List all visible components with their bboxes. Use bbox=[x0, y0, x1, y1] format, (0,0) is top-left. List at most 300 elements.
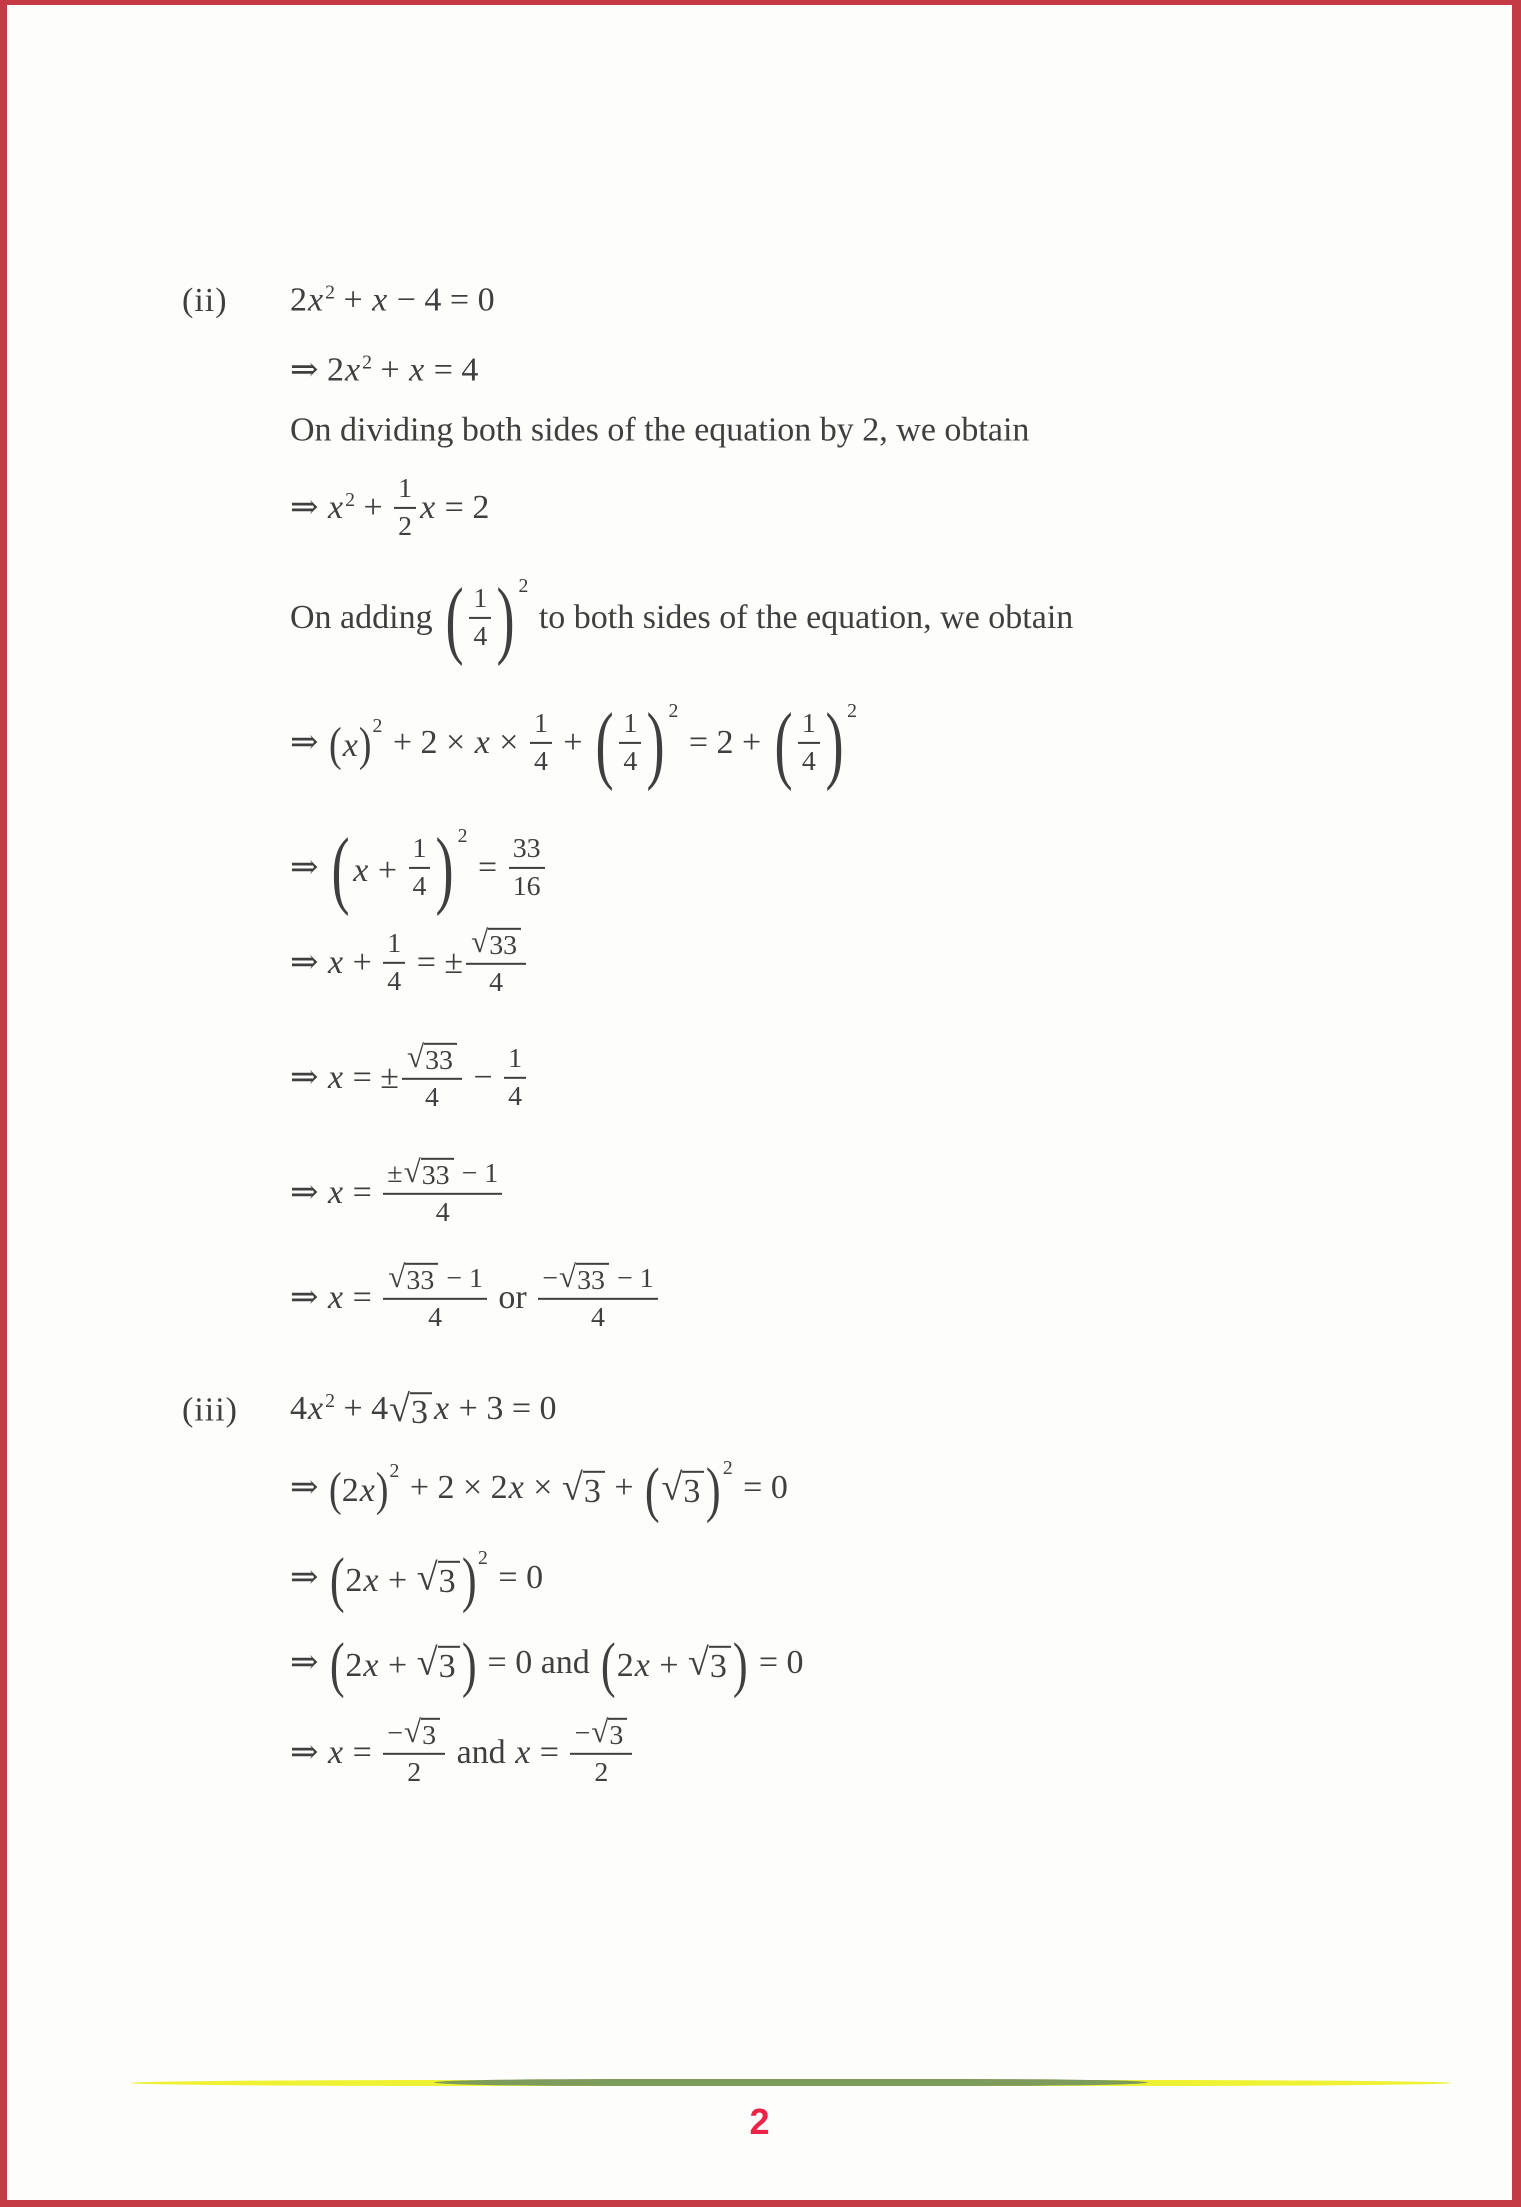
equation bbox=[290, 695, 859, 793]
text-run: ⇒ bbox=[290, 1468, 327, 1506]
text-run: 4 bbox=[801, 746, 816, 777]
fraction-bar bbox=[530, 742, 552, 744]
variable: x bbox=[363, 1646, 379, 1684]
text-run: 3 bbox=[411, 1394, 429, 1432]
equation bbox=[290, 281, 495, 318]
text-run: 2 bbox=[594, 1757, 609, 1789]
radical-sign-icon: √ bbox=[403, 1153, 421, 1189]
text-run: + 3 = 0 bbox=[450, 1390, 557, 1428]
paren-content bbox=[342, 725, 359, 764]
text-run: + bbox=[371, 351, 409, 389]
superscript: 2 bbox=[325, 1390, 335, 1413]
solution-line bbox=[182, 1387, 557, 1432]
paren-content bbox=[345, 1641, 460, 1685]
right-paren-icon: ) bbox=[646, 695, 665, 793]
radicand bbox=[410, 1392, 432, 1431]
denominator bbox=[504, 1082, 526, 1112]
solution-line bbox=[290, 570, 1074, 668]
variable: x bbox=[328, 1173, 344, 1211]
text-run: and bbox=[448, 1733, 515, 1771]
denominator bbox=[469, 622, 491, 652]
variable: x bbox=[328, 943, 344, 981]
equation bbox=[290, 1258, 661, 1334]
numerator bbox=[394, 474, 416, 504]
text-run: + bbox=[605, 1468, 643, 1506]
variable: x bbox=[474, 723, 490, 761]
text-run: + bbox=[554, 723, 592, 761]
text-run: 4 bbox=[290, 1390, 307, 1428]
group-exponent: 2 bbox=[372, 714, 383, 737]
text-run: − 4 = 0 bbox=[388, 281, 495, 319]
numerator bbox=[798, 709, 820, 739]
denominator bbox=[619, 747, 641, 777]
paren-group bbox=[329, 714, 383, 772]
denominator bbox=[485, 968, 507, 998]
text-run: 2 bbox=[407, 1757, 422, 1789]
text-run: 33 bbox=[489, 929, 518, 961]
denominator bbox=[421, 1083, 443, 1113]
superscript: 2 bbox=[345, 488, 355, 511]
text-run: × bbox=[490, 723, 527, 761]
text-run: 4 bbox=[623, 746, 638, 777]
denominator bbox=[509, 872, 545, 902]
fraction-bar bbox=[798, 742, 820, 744]
variable: x bbox=[328, 488, 344, 526]
solution-line bbox=[290, 820, 548, 918]
right-paren-icon: ) bbox=[461, 1544, 477, 1614]
numerator bbox=[383, 929, 405, 959]
text-run: = bbox=[469, 848, 506, 886]
radicand bbox=[438, 1646, 460, 1685]
text-run: = 4 bbox=[425, 351, 479, 389]
solution-line bbox=[290, 1454, 788, 1524]
paren-group bbox=[329, 1459, 400, 1517]
equation bbox=[290, 923, 529, 999]
text-run: 16 bbox=[512, 871, 541, 902]
solution-line bbox=[290, 1629, 804, 1699]
left-paren-icon: ( bbox=[445, 570, 464, 668]
document-page bbox=[7, 5, 1512, 2200]
fraction bbox=[798, 709, 820, 777]
radical bbox=[388, 1258, 438, 1296]
solution-line bbox=[290, 350, 478, 389]
variable: x bbox=[308, 1390, 324, 1428]
fraction-bar bbox=[383, 1753, 445, 1755]
text-run: = 0 and bbox=[479, 1643, 599, 1681]
paren-content bbox=[466, 582, 494, 654]
text-run: 4 bbox=[387, 965, 402, 997]
variable: x bbox=[372, 281, 388, 319]
equation bbox=[290, 411, 1029, 448]
text-run: ± bbox=[387, 1157, 403, 1189]
solution-line bbox=[290, 923, 529, 1000]
variable: x bbox=[420, 488, 436, 526]
variable: x bbox=[515, 1733, 531, 1771]
right-paren-icon: ) bbox=[496, 570, 515, 668]
denominator bbox=[587, 1303, 609, 1333]
numerator bbox=[466, 923, 526, 961]
denominator bbox=[394, 512, 416, 542]
radical-sign-icon: √ bbox=[561, 1466, 583, 1509]
left-paren-icon: ( bbox=[644, 1454, 660, 1524]
paren-group bbox=[329, 820, 468, 918]
fraction bbox=[383, 929, 405, 997]
equation bbox=[290, 1713, 635, 1789]
text-run: ⇒ bbox=[290, 488, 327, 526]
paren-content bbox=[795, 707, 823, 779]
text-run: = 0 bbox=[750, 1643, 804, 1681]
numerator bbox=[570, 1713, 632, 1751]
text-run: + 4 bbox=[334, 1390, 389, 1428]
text-run: 1 bbox=[623, 707, 638, 739]
radical bbox=[403, 1153, 454, 1191]
radical bbox=[389, 1387, 432, 1432]
text-run: + bbox=[334, 281, 372, 319]
radical-sign-icon: √ bbox=[389, 1387, 411, 1430]
fraction-bar bbox=[570, 1753, 632, 1755]
text-run: = ± bbox=[344, 1058, 399, 1096]
right-paren-icon: ) bbox=[706, 1454, 721, 1524]
text-run: 4 bbox=[473, 621, 488, 652]
text-run: = 0 bbox=[734, 1468, 788, 1506]
radical bbox=[661, 1466, 704, 1510]
text-run: × bbox=[524, 1468, 561, 1506]
paren-group bbox=[644, 1454, 733, 1524]
text-run: ⇒ bbox=[290, 1173, 327, 1211]
left-paren-icon: ( bbox=[595, 695, 614, 793]
radical bbox=[416, 1641, 460, 1685]
text-run: 4 bbox=[412, 871, 427, 902]
text-run: 1 bbox=[508, 1042, 523, 1074]
radical bbox=[404, 1713, 440, 1751]
paren-content bbox=[345, 1556, 460, 1600]
divider-green-line bbox=[434, 2079, 1148, 2086]
text-run: + bbox=[379, 1561, 416, 1599]
numerator bbox=[504, 1044, 526, 1074]
radical-sign-icon: √ bbox=[388, 1258, 406, 1294]
text-run: − 1 bbox=[439, 1262, 483, 1294]
text-run: ⇒ bbox=[290, 1733, 327, 1771]
fraction-bar bbox=[402, 1078, 462, 1080]
text-run: 1 bbox=[473, 582, 488, 614]
equation bbox=[290, 1629, 804, 1699]
solution-line bbox=[290, 1713, 635, 1790]
fraction-bar bbox=[466, 963, 526, 965]
fraction-bar bbox=[504, 1077, 526, 1079]
fraction bbox=[469, 584, 491, 652]
fraction bbox=[383, 1713, 445, 1789]
text-run: 3 bbox=[609, 1719, 624, 1751]
solution-line bbox=[290, 695, 859, 793]
denominator bbox=[383, 967, 405, 997]
numerator bbox=[383, 1258, 487, 1296]
text-run: 33 bbox=[577, 1264, 605, 1296]
paren-content bbox=[660, 1466, 705, 1510]
denominator bbox=[409, 872, 431, 902]
radical bbox=[561, 1466, 605, 1510]
radical-sign-icon: √ bbox=[558, 1258, 577, 1294]
solution-line bbox=[290, 1258, 661, 1335]
right-paren-icon: ) bbox=[358, 718, 372, 772]
equation bbox=[290, 1544, 544, 1614]
group-exponent: 2 bbox=[457, 825, 468, 848]
variable: x bbox=[328, 1733, 344, 1771]
radical bbox=[558, 1258, 609, 1296]
text-run: + bbox=[354, 488, 392, 526]
text-run: − bbox=[542, 1262, 558, 1294]
text-run: ⇒ 2 bbox=[290, 351, 344, 389]
paren-group bbox=[329, 1629, 477, 1699]
variable: x bbox=[634, 1646, 650, 1684]
fraction bbox=[394, 474, 416, 542]
paren-content bbox=[352, 832, 433, 904]
group-exponent: 2 bbox=[389, 1459, 400, 1482]
fraction bbox=[530, 709, 552, 777]
paren-group bbox=[772, 695, 857, 793]
group-exponent: 2 bbox=[847, 700, 857, 723]
radical-sign-icon: √ bbox=[661, 1466, 683, 1509]
radicand bbox=[438, 1561, 460, 1600]
page-number: 2 bbox=[749, 2101, 770, 2142]
denominator bbox=[530, 747, 552, 777]
paren-group bbox=[443, 570, 529, 668]
fraction bbox=[538, 1258, 657, 1334]
text-run: 2 bbox=[616, 1646, 634, 1684]
text-run: = ± bbox=[408, 943, 464, 981]
denominator bbox=[424, 1303, 446, 1333]
numerator bbox=[538, 1258, 657, 1296]
text-run: − bbox=[464, 1058, 502, 1096]
radical-sign-icon: √ bbox=[416, 1556, 438, 1599]
variable: x bbox=[345, 351, 361, 389]
fraction-bar bbox=[409, 867, 431, 869]
numerator bbox=[383, 1713, 445, 1751]
fraction-bar bbox=[509, 867, 545, 869]
text-run: 2 bbox=[345, 1646, 363, 1684]
radical-sign-icon: √ bbox=[471, 923, 489, 959]
fraction-bar bbox=[383, 1298, 487, 1300]
text-run: 3 bbox=[438, 1562, 456, 1600]
text-run: − bbox=[574, 1717, 591, 1749]
radicand bbox=[421, 1718, 440, 1750]
fraction-bar bbox=[619, 742, 641, 744]
fraction bbox=[383, 1153, 502, 1229]
text-run: + bbox=[344, 943, 381, 981]
text-run: 33 bbox=[425, 1044, 453, 1076]
left-paren-icon: ( bbox=[331, 820, 350, 918]
superscript: 2 bbox=[362, 351, 372, 374]
text-run: 2 bbox=[341, 1471, 359, 1509]
paren-group bbox=[593, 695, 679, 793]
variable: x bbox=[328, 1278, 344, 1316]
solution-line bbox=[182, 280, 495, 319]
denominator bbox=[798, 747, 820, 777]
text-run: 1 bbox=[387, 927, 402, 959]
fraction bbox=[619, 709, 641, 777]
fraction-bar bbox=[469, 617, 491, 619]
variable: x bbox=[342, 726, 358, 764]
text-run: ⇒ bbox=[290, 723, 327, 761]
equation bbox=[290, 1153, 505, 1229]
text-run: 4 bbox=[533, 746, 548, 777]
radicand bbox=[421, 1158, 454, 1190]
fraction bbox=[402, 1038, 462, 1114]
denominator bbox=[590, 1758, 612, 1788]
numerator bbox=[509, 834, 545, 864]
radicand bbox=[576, 1263, 609, 1295]
text-run: + 2 × bbox=[384, 723, 474, 761]
group-exponent: 2 bbox=[668, 700, 679, 723]
solution-line bbox=[290, 1038, 529, 1115]
solution-line bbox=[290, 1153, 505, 1230]
numerator bbox=[530, 709, 552, 739]
variable: x bbox=[308, 281, 324, 319]
text-run: + 2 × 2 bbox=[401, 1468, 508, 1506]
text-run: = bbox=[344, 1733, 381, 1771]
text-run: to both sides of the equation, we obtain bbox=[530, 598, 1074, 636]
numerator bbox=[409, 834, 431, 864]
fraction bbox=[409, 834, 431, 902]
text-run: 1 bbox=[398, 472, 413, 504]
fraction bbox=[466, 923, 526, 999]
radical-sign-icon: √ bbox=[416, 1641, 438, 1684]
text-run: ⇒ bbox=[290, 848, 327, 886]
text-run: On dividing both sides of the equation by 2, we obtain bbox=[290, 411, 1030, 449]
text-run: 33 bbox=[512, 832, 541, 864]
solution-line bbox=[290, 1544, 544, 1614]
text-run: = bbox=[344, 1278, 381, 1316]
radical bbox=[688, 1641, 731, 1685]
highlight-divider bbox=[130, 2077, 1452, 2089]
radicand bbox=[709, 1646, 731, 1685]
variable: x bbox=[508, 1468, 524, 1506]
left-paren-icon: ( bbox=[329, 1544, 345, 1614]
solution-line bbox=[290, 410, 1029, 449]
text-run: 4 bbox=[424, 1082, 439, 1114]
left-paren-icon: ( bbox=[329, 718, 342, 772]
text-run: 3 bbox=[683, 1472, 701, 1510]
text-run: 1 bbox=[801, 707, 816, 739]
numerator bbox=[402, 1038, 462, 1076]
right-paren-icon: ) bbox=[825, 695, 844, 793]
text-run: = 0 bbox=[489, 1558, 544, 1596]
paren-group bbox=[329, 1544, 488, 1614]
paren-content bbox=[616, 1641, 732, 1685]
denominator bbox=[403, 1758, 425, 1788]
text-run: 4 bbox=[590, 1302, 605, 1334]
text-run: 4 bbox=[489, 967, 504, 999]
radical bbox=[471, 923, 521, 961]
fraction-bar bbox=[394, 507, 416, 509]
text-run: = bbox=[531, 1733, 568, 1771]
text-run: 3 bbox=[709, 1647, 727, 1685]
radical-sign-icon: √ bbox=[688, 1641, 709, 1684]
solution-line bbox=[290, 472, 490, 544]
radicand bbox=[608, 1718, 627, 1750]
variable: x bbox=[328, 1058, 344, 1096]
text-run: 33 bbox=[406, 1264, 435, 1296]
denominator bbox=[432, 1198, 454, 1228]
fraction bbox=[504, 1044, 526, 1112]
left-paren-icon: ( bbox=[329, 1629, 345, 1699]
radicand bbox=[424, 1043, 457, 1075]
group-exponent: 2 bbox=[722, 1456, 733, 1479]
part-label: (ii) bbox=[182, 281, 228, 319]
fraction bbox=[509, 834, 545, 902]
paren-content bbox=[616, 707, 644, 779]
fraction bbox=[383, 1258, 487, 1334]
radicand bbox=[405, 1263, 438, 1295]
left-paren-icon: ( bbox=[601, 1629, 616, 1699]
text-run: = bbox=[344, 1173, 381, 1211]
equation bbox=[290, 1038, 529, 1114]
numerator bbox=[469, 584, 491, 614]
text-run: 1 bbox=[412, 832, 427, 864]
text-run: 4 bbox=[435, 1197, 450, 1229]
text-run: 3 bbox=[583, 1472, 601, 1510]
text-run: 2 bbox=[290, 281, 307, 319]
radical-sign-icon: √ bbox=[404, 1713, 422, 1749]
fraction-bar bbox=[383, 962, 405, 964]
paren-content bbox=[342, 1470, 376, 1509]
text-run: 2 bbox=[345, 1561, 363, 1599]
radicand bbox=[583, 1471, 605, 1510]
equation bbox=[290, 570, 1074, 668]
left-paren-icon: ( bbox=[774, 695, 793, 793]
variable: x bbox=[434, 1390, 450, 1428]
text-run: + bbox=[369, 851, 406, 889]
radical-sign-icon: √ bbox=[591, 1713, 609, 1749]
group-exponent: 2 bbox=[478, 1546, 488, 1569]
text-run: + bbox=[379, 1646, 416, 1684]
text-run: ⇒ bbox=[290, 1558, 327, 1596]
fraction-bar bbox=[383, 1193, 502, 1195]
text-run: − 1 bbox=[609, 1262, 654, 1294]
radical bbox=[406, 1038, 457, 1076]
right-paren-icon: ) bbox=[435, 820, 455, 918]
text-run: + bbox=[650, 1646, 687, 1684]
text-run: − 1 bbox=[454, 1157, 499, 1189]
text-run: = 2 bbox=[436, 488, 490, 526]
radical bbox=[591, 1713, 627, 1751]
equation bbox=[290, 351, 478, 388]
text-run: 4 bbox=[428, 1302, 443, 1334]
text-run: 1 bbox=[533, 707, 548, 739]
right-paren-icon: ) bbox=[732, 1629, 748, 1699]
text-run: On adding bbox=[290, 598, 442, 636]
text-run: ⇒ bbox=[290, 1058, 327, 1096]
text-run: or bbox=[489, 1278, 536, 1316]
numerator bbox=[383, 1153, 502, 1191]
variable: x bbox=[363, 1561, 379, 1599]
text-run: ⇒ bbox=[290, 1643, 327, 1681]
equation bbox=[290, 820, 548, 918]
text-run: 2 bbox=[398, 511, 413, 542]
radicand bbox=[682, 1471, 704, 1510]
superscript: 2 bbox=[325, 281, 335, 304]
text-run: 3 bbox=[438, 1647, 456, 1685]
numerator bbox=[619, 709, 641, 739]
radical bbox=[416, 1556, 460, 1600]
text-run: − bbox=[387, 1717, 404, 1749]
part-label: (iii) bbox=[182, 1391, 238, 1429]
text-run: 3 bbox=[422, 1719, 437, 1751]
right-paren-icon: ) bbox=[375, 1463, 389, 1517]
fraction-bar bbox=[538, 1298, 657, 1300]
left-paren-icon: ( bbox=[329, 1463, 342, 1517]
right-paren-icon: ) bbox=[461, 1629, 477, 1699]
group-exponent: 2 bbox=[518, 575, 529, 598]
